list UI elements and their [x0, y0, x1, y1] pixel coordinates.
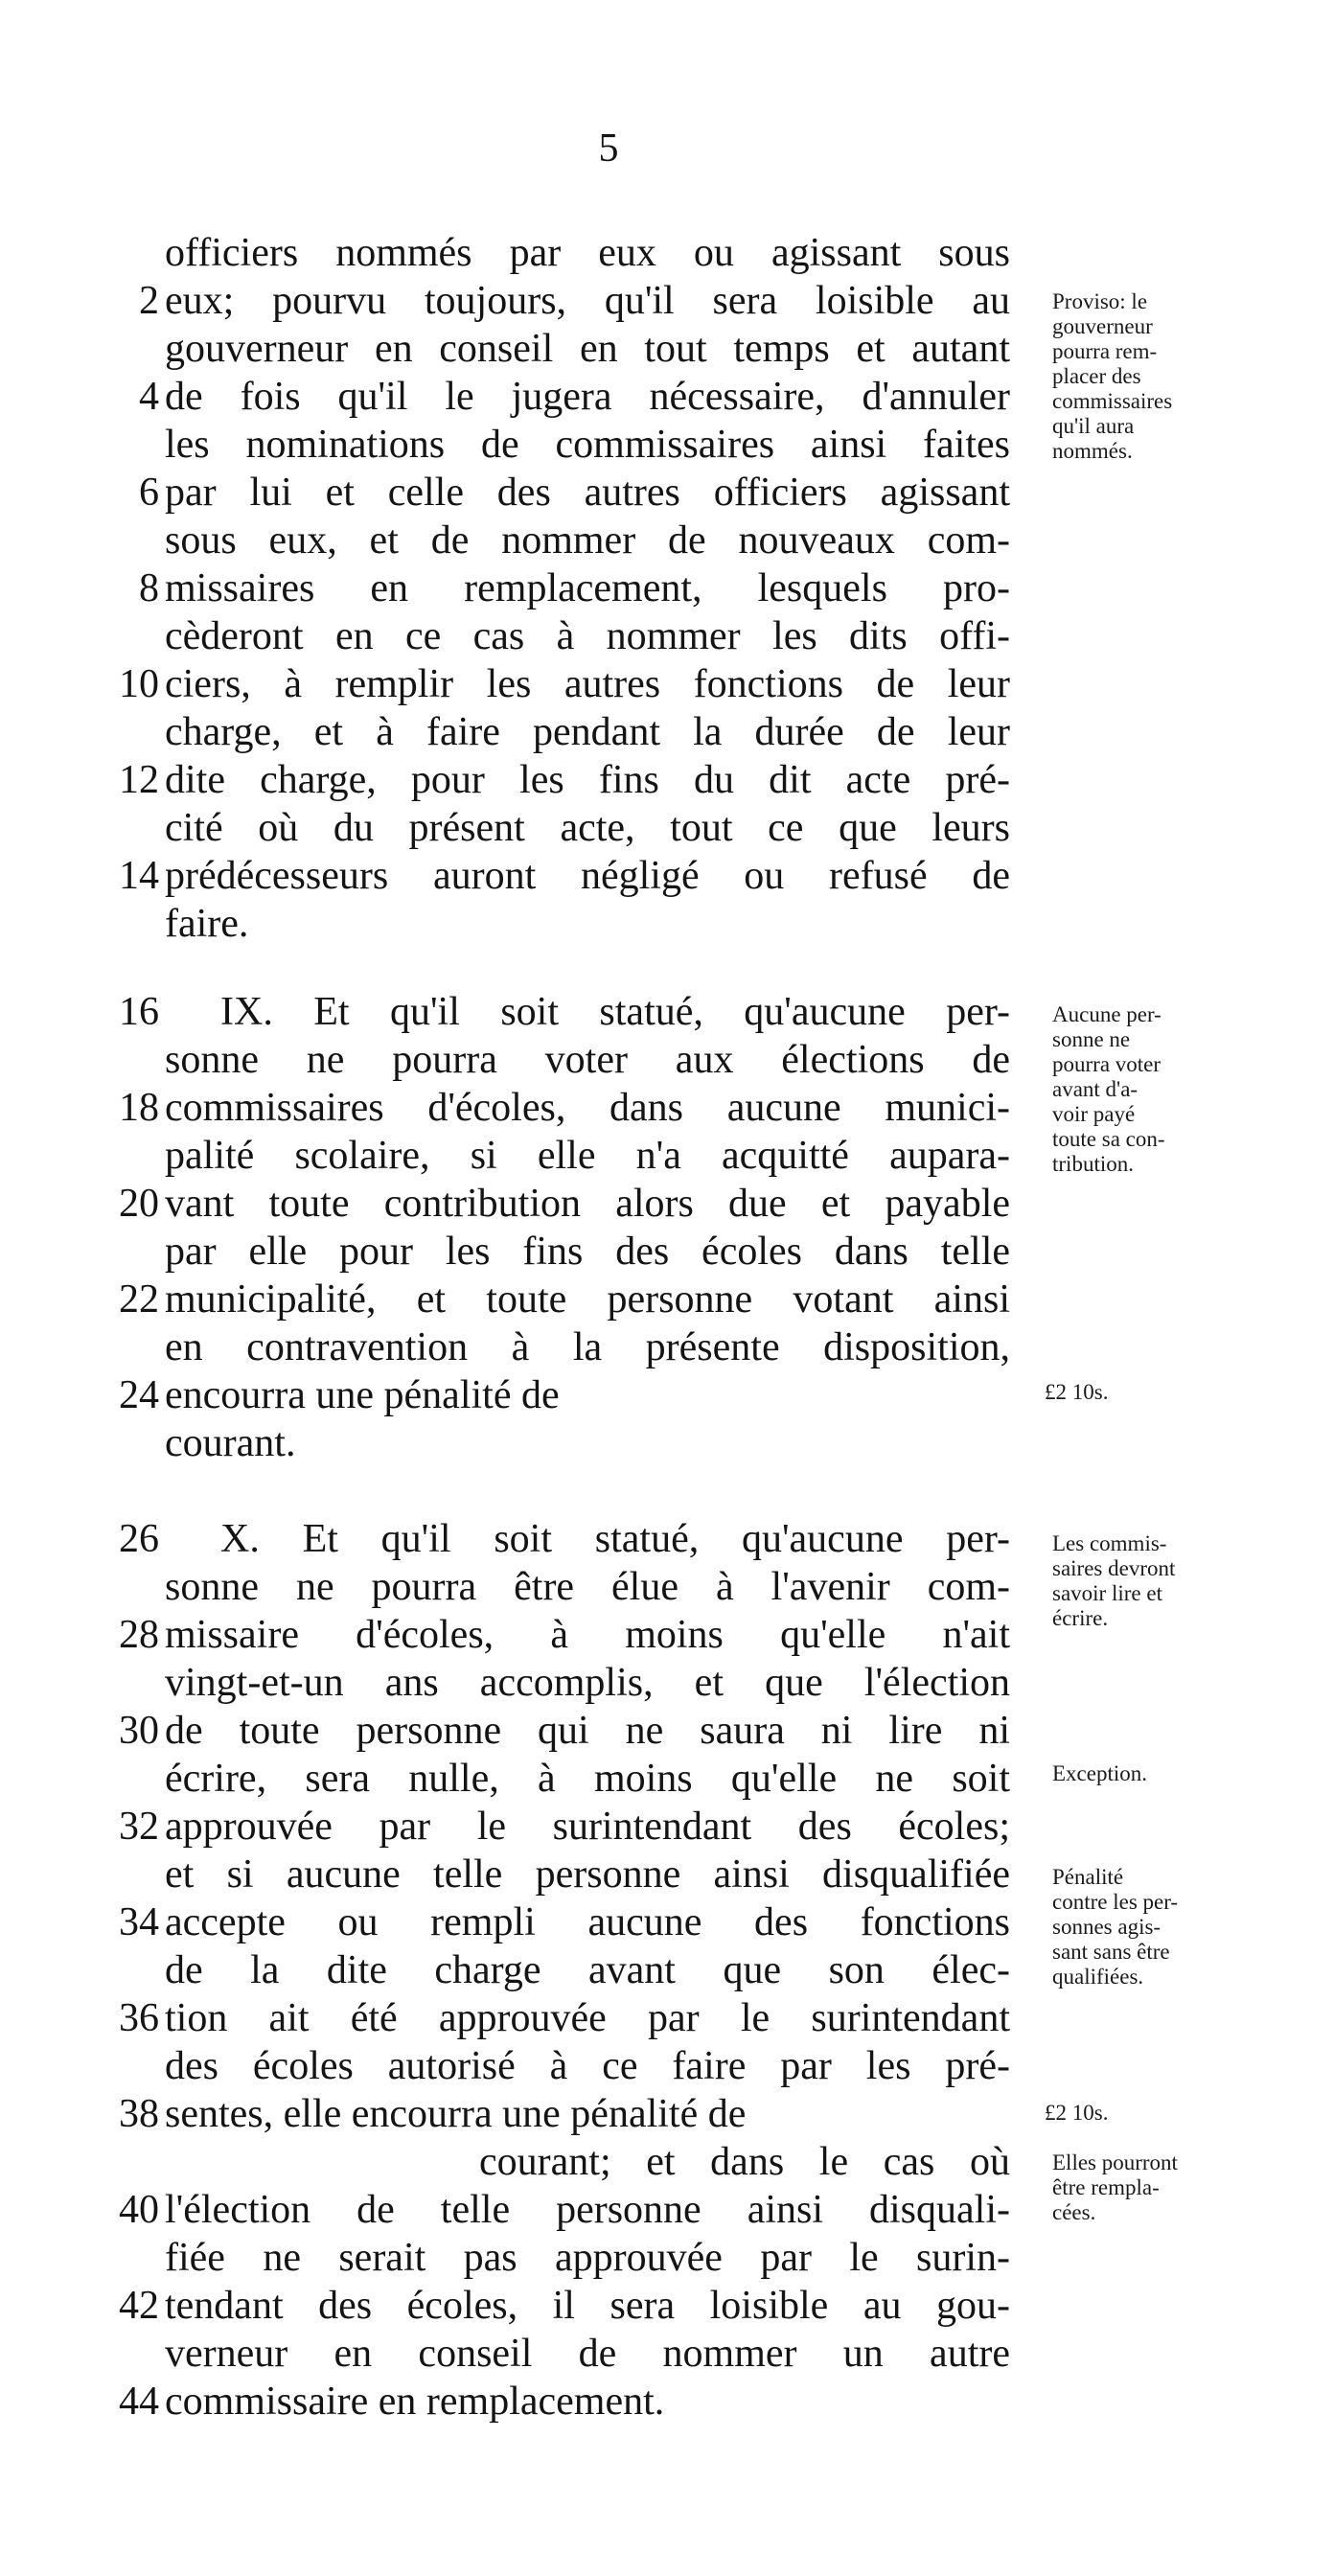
- line-text: cèderont en ce cas à nommer les dits offi-: [165, 614, 1010, 658]
- margin-note-line: qualifiées.: [1052, 1965, 1144, 1989]
- line-number: 26: [119, 1517, 159, 1561]
- margin-note-line: gouverneur: [1052, 314, 1153, 338]
- line-text: vant toute contribution alors due et payable: [165, 1182, 1010, 1226]
- margin-note-line: Pénalité: [1052, 1865, 1124, 1889]
- text-line: [0, 1418, 1334, 1468]
- margin-note-line: £2 10s.: [1045, 2101, 1109, 2125]
- line-text: encourra une pénalité de: [165, 1373, 560, 1417]
- line-text: dite charge, pour les fins du dit acte pré-: [165, 758, 1010, 802]
- line-number: 42: [119, 2284, 159, 2328]
- line-text: commissaire en remplacement.: [165, 2380, 665, 2424]
- text-line: [0, 1658, 1334, 1708]
- line-number: 12: [119, 758, 159, 802]
- page-number: 5: [598, 126, 619, 171]
- line-text: tendant des écoles, il sera loisible au gou-: [165, 2284, 1010, 2328]
- margin-note-line: tribution.: [1052, 1152, 1134, 1176]
- margin-note-penalty-amount: [1045, 1380, 1236, 1405]
- line-number: 34: [119, 1900, 159, 1944]
- line-number: 22: [119, 1277, 159, 1322]
- margin-note-line: voir payé: [1052, 1102, 1136, 1126]
- text-line: [0, 468, 1334, 518]
- line-number: 2: [139, 279, 159, 323]
- line-text: par elle pour les fins des écoles dans telle: [165, 1230, 1010, 1274]
- line-number: 8: [139, 566, 159, 610]
- margin-note-line: placer des: [1052, 364, 1141, 388]
- text-line: [0, 707, 1334, 757]
- margin-note-line: commissaires: [1052, 389, 1173, 413]
- line-text: de toute personne qui ne saura ni lire ni: [165, 1709, 1010, 1753]
- margin-note-line: sant sans être: [1052, 1940, 1170, 1964]
- line-text: prédécesseurs auront négligé ou refusé de: [165, 854, 1010, 898]
- line-text: officiers nommés par eux ou agissant sous: [165, 231, 1010, 275]
- line-text: des écoles autorisé à ce faire par les pré-: [165, 2044, 1010, 2088]
- line-number: 38: [119, 2092, 159, 2136]
- margin-note-line: sonne ne: [1052, 1027, 1131, 1051]
- margin-note-line: nommés.: [1052, 439, 1133, 463]
- margin-note-line: savoir lire et: [1052, 1581, 1162, 1605]
- line-text: missaires en remplacement, lesquels pro-: [165, 566, 1010, 610]
- line-text: sentes, elle encourra une pénalité de: [165, 2092, 747, 2136]
- margin-note-line: être rempla-: [1052, 2175, 1160, 2199]
- line-text: sonne ne pourra voter aux élections de: [165, 1038, 1010, 1082]
- text-line: [0, 899, 1334, 949]
- text-line: [0, 2377, 1334, 2426]
- margin-note-line: sonnes agis-: [1052, 1915, 1162, 1939]
- line-text: écrire, sera nulle, à moins qu'elle ne soit: [165, 1757, 1010, 1801]
- margin-note-penalty-disqualified: [1052, 1865, 1244, 1990]
- line-text: fiée ne serait pas approuvée par le surin-: [165, 2236, 1010, 2280]
- margin-note-line: avant d'a-: [1052, 1077, 1138, 1101]
- line-text: vingt-et-un ans accomplis, et que l'élection: [165, 1661, 1010, 1705]
- line-text: de la dite charge avant que son élec-: [165, 1948, 1010, 1992]
- text-line: [0, 564, 1334, 613]
- text-line: [0, 1706, 1334, 1756]
- line-text: municipalité, et toute personne votant ainsi: [165, 1277, 1010, 1322]
- line-text: faire.: [165, 902, 249, 946]
- text-line: [0, 2281, 1334, 2331]
- text-line: [0, 1993, 1334, 2043]
- line-text: tion ait été approuvée par le surintendant: [165, 1996, 1010, 2040]
- line-text: ciers, à remplir les autres fonctions de leur: [165, 662, 1010, 706]
- line-number: 40: [119, 2188, 159, 2232]
- margin-note-line: Exception.: [1052, 1761, 1147, 1785]
- text-line: [0, 659, 1334, 709]
- line-number: 4: [139, 375, 159, 419]
- text-line: [0, 611, 1334, 661]
- margin-note-replacement: [1052, 2150, 1244, 2225]
- line-text: en contravention à la présente disposition,: [165, 1325, 1010, 1369]
- margin-note-line: Aucune per-: [1052, 1002, 1162, 1026]
- text-line: [0, 755, 1334, 805]
- text-line: [0, 2329, 1334, 2379]
- margin-note-line: pourra voter: [1052, 1052, 1162, 1076]
- margin-note-line: cées.: [1052, 2200, 1096, 2224]
- text-line: [0, 2041, 1334, 2091]
- section-heading-line: X. Et qu'il soit statué, qu'aucune per-: [220, 1517, 1010, 1561]
- margin-note-line: £2 10s.: [1045, 1380, 1109, 1404]
- line-text: gouverneur en conseil en tout temps et autant: [165, 327, 1010, 371]
- line-number: 30: [119, 1709, 159, 1753]
- margin-note-literacy: [1052, 1531, 1244, 1631]
- line-text: approuvée par le surintendant des écoles;: [165, 1805, 1010, 1849]
- margin-note-voting: [1052, 1002, 1244, 1177]
- line-number: 28: [119, 1613, 159, 1657]
- margin-note-exception: [1052, 1761, 1244, 1786]
- line-text: verneur en conseil de nommer un autre: [165, 2332, 1010, 2376]
- margin-note-line: Les commis-: [1052, 1531, 1167, 1555]
- margin-note-penalty-amount-2: [1045, 2101, 1236, 2126]
- line-text: eux; pourvu toujours, qu'il sera loisible au: [165, 279, 1010, 323]
- line-text: palité scolaire, si elle n'a acquitté aupara-: [165, 1134, 1010, 1178]
- text-line: [0, 228, 1334, 278]
- margin-note-line: qu'il aura: [1052, 414, 1135, 438]
- text-line: [0, 1227, 1334, 1276]
- text-line: [0, 803, 1334, 853]
- margin-note-line: écrire.: [1052, 1606, 1109, 1630]
- text-line: [0, 2233, 1334, 2283]
- line-number: 44: [119, 2380, 159, 2424]
- line-number: 36: [119, 1996, 159, 2040]
- text-line: [0, 1802, 1334, 1852]
- margin-note-line: contre les per-: [1052, 1890, 1179, 1914]
- line-number: 24: [119, 1373, 159, 1417]
- line-text: sonne ne pourra être élue à l'avenir com-: [165, 1565, 1010, 1609]
- line-text: les nominations de commissaires ainsi faites: [165, 423, 1010, 467]
- line-number: 14: [119, 854, 159, 898]
- text-line: [0, 1179, 1334, 1229]
- line-text: cité où du présent acte, tout ce que leurs: [165, 806, 1010, 850]
- line-text: missaire d'écoles, à moins qu'elle n'ait: [165, 1613, 1010, 1657]
- line-text: courant.: [165, 1421, 296, 1465]
- line-text: sous eux, et de nommer de nouveaux com-: [165, 518, 1010, 563]
- margin-note-proviso: [1052, 289, 1244, 464]
- line-number: 20: [119, 1182, 159, 1226]
- line-text: courant; et dans le cas où: [479, 2140, 1010, 2184]
- section-heading-line: IX. Et qu'il soit statué, qu'aucune per-: [220, 990, 1010, 1034]
- line-text: de fois qu'il le jugera nécessaire, d'annuler: [165, 375, 1010, 419]
- line-text: commissaires d'écoles, dans aucune munici-: [165, 1086, 1010, 1130]
- line-number: 32: [119, 1805, 159, 1849]
- text-line: [0, 516, 1334, 565]
- margin-note-line: pourra rem-: [1052, 339, 1158, 363]
- line-number: 18: [119, 1086, 159, 1130]
- line-number: 10: [119, 662, 159, 706]
- text-line: [0, 1275, 1334, 1324]
- line-text: et si aucune telle personne ainsi disqualifiée: [165, 1852, 1010, 1897]
- line-number: 16: [119, 990, 159, 1034]
- margin-note-line: Proviso: le: [1052, 289, 1148, 313]
- line-text: l'élection de telle personne ainsi disquali-: [165, 2188, 1010, 2232]
- margin-note-line: toute sa con-: [1052, 1127, 1165, 1151]
- margin-note-line: Elles pourront: [1052, 2150, 1178, 2174]
- line-text: par lui et celle des autres officiers agissant: [165, 471, 1010, 515]
- text-line: [0, 1322, 1334, 1372]
- text-line: [0, 851, 1334, 901]
- line-number: 6: [139, 471, 159, 515]
- margin-note-line: saires devront: [1052, 1556, 1176, 1580]
- line-text: charge, et à faire pendant la durée de leur: [165, 710, 1010, 754]
- line-text: accepte ou rempli aucune des fonctions: [165, 1900, 1010, 1944]
